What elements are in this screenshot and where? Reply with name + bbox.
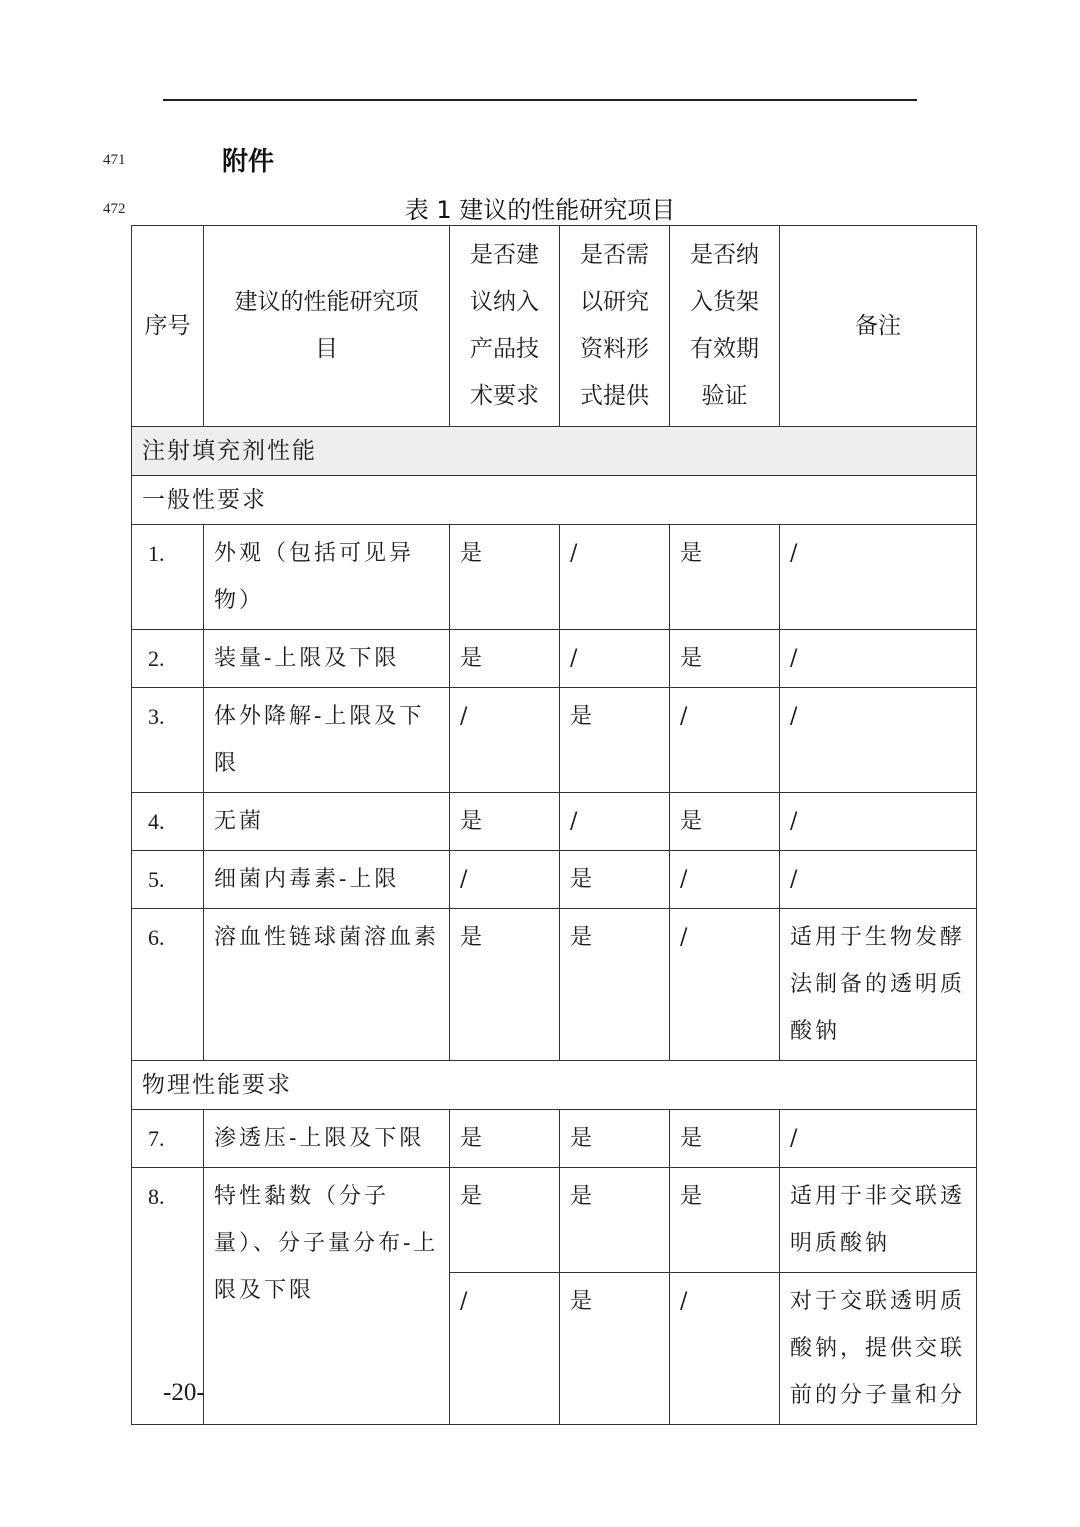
- row-shelf-life: 是: [670, 1110, 780, 1168]
- row-research-data: 是: [560, 909, 670, 1061]
- section-title: 注射填充剂性能: [132, 427, 977, 476]
- attachment-heading: 附件: [222, 147, 275, 177]
- section-row: [132, 1061, 977, 1110]
- row-note: 适用于生物发酵法制备的透明质酸钠: [780, 909, 977, 1061]
- row-research-data: 是: [560, 1273, 670, 1425]
- row-shelf-life: /: [670, 688, 780, 793]
- row-research-data: 是: [560, 1168, 670, 1273]
- row-number: 2.: [132, 630, 204, 688]
- row-note: /: [780, 793, 977, 851]
- row-note: /: [780, 1110, 977, 1168]
- line-number: 472: [103, 201, 126, 217]
- table-row: [132, 1168, 977, 1273]
- row-number: 5.: [132, 851, 204, 909]
- row-item: 装量-上限及下限: [204, 630, 450, 688]
- row-research-data: /: [560, 793, 670, 851]
- row-item: 溶血性链球菌溶血素: [204, 909, 450, 1061]
- row-shelf-life: 是: [670, 630, 780, 688]
- row-item: 细菌内毒素-上限: [204, 851, 450, 909]
- row-tech-req: 是: [450, 525, 560, 630]
- row-note: 对于交联透明质酸钠，提供交联前的分子量和分: [780, 1273, 977, 1425]
- performance-table: [131, 225, 977, 1425]
- row-shelf-life: /: [670, 1273, 780, 1425]
- row-tech-req: 是: [450, 1168, 560, 1273]
- table-row: [132, 851, 977, 909]
- row-research-data: 是: [560, 1110, 670, 1168]
- header-research-data: 是否需 以研究 资料形 式提供: [560, 226, 670, 427]
- header-item: 建议的性能研究项 目: [204, 226, 450, 427]
- section-row: [132, 427, 977, 476]
- row-note: /: [780, 525, 977, 630]
- row-research-data: 是: [560, 688, 670, 793]
- row-number: 4.: [132, 793, 204, 851]
- row-research-data: 是: [560, 851, 670, 909]
- row-item: 渗透压-上限及下限: [204, 1110, 450, 1168]
- section-title: 物理性能要求: [132, 1061, 977, 1110]
- section-title: 一般性要求: [132, 476, 977, 525]
- header-shelf-life: 是否纳 入货架 有效期 验证: [670, 226, 780, 427]
- row-research-data: /: [560, 630, 670, 688]
- row-item: 特性黏数（分子量）、分子量分布-上限及下限: [204, 1168, 450, 1425]
- line-number: 471: [103, 152, 126, 168]
- row-number: 7.: [132, 1110, 204, 1168]
- row-shelf-life: 是: [670, 525, 780, 630]
- row-shelf-life: 是: [670, 1168, 780, 1273]
- row-number: 1.: [132, 525, 204, 630]
- table-row: [132, 525, 977, 630]
- header-rule: [163, 99, 917, 101]
- row-item: 体外降解-上限及下限: [204, 688, 450, 793]
- table-row: [132, 793, 977, 851]
- table-title: 表 1 建议的性能研究项目: [404, 196, 676, 224]
- row-item: 外观（包括可见异物）: [204, 525, 450, 630]
- section-row: [132, 476, 977, 525]
- row-tech-req: 是: [450, 1110, 560, 1168]
- row-tech-req: /: [450, 688, 560, 793]
- page-number: -20-: [163, 1379, 205, 1406]
- row-number: 3.: [132, 688, 204, 793]
- table-row: [132, 909, 977, 1061]
- row-note: /: [780, 851, 977, 909]
- row-tech-req: 是: [450, 630, 560, 688]
- row-tech-req: 是: [450, 793, 560, 851]
- row-number: 8.: [132, 1168, 204, 1425]
- row-shelf-life: /: [670, 909, 780, 1061]
- header-note: 备注: [780, 226, 977, 427]
- row-shelf-life: 是: [670, 793, 780, 851]
- table-row: [132, 1110, 977, 1168]
- row-note: /: [780, 688, 977, 793]
- row-item: 无菌: [204, 793, 450, 851]
- row-research-data: /: [560, 525, 670, 630]
- header-seq: 序号: [132, 226, 204, 427]
- row-number: 6.: [132, 909, 204, 1061]
- row-note: 适用于非交联透明质酸钠: [780, 1168, 977, 1273]
- table-header-row: [132, 226, 977, 427]
- table-row: [132, 688, 977, 793]
- row-note: /: [780, 630, 977, 688]
- table-row: [132, 630, 977, 688]
- header-tech-req: 是否建 议纳入 产品技 术要求: [450, 226, 560, 427]
- row-tech-req: 是: [450, 909, 560, 1061]
- row-shelf-life: /: [670, 851, 780, 909]
- row-tech-req: /: [450, 851, 560, 909]
- row-tech-req: /: [450, 1273, 560, 1425]
